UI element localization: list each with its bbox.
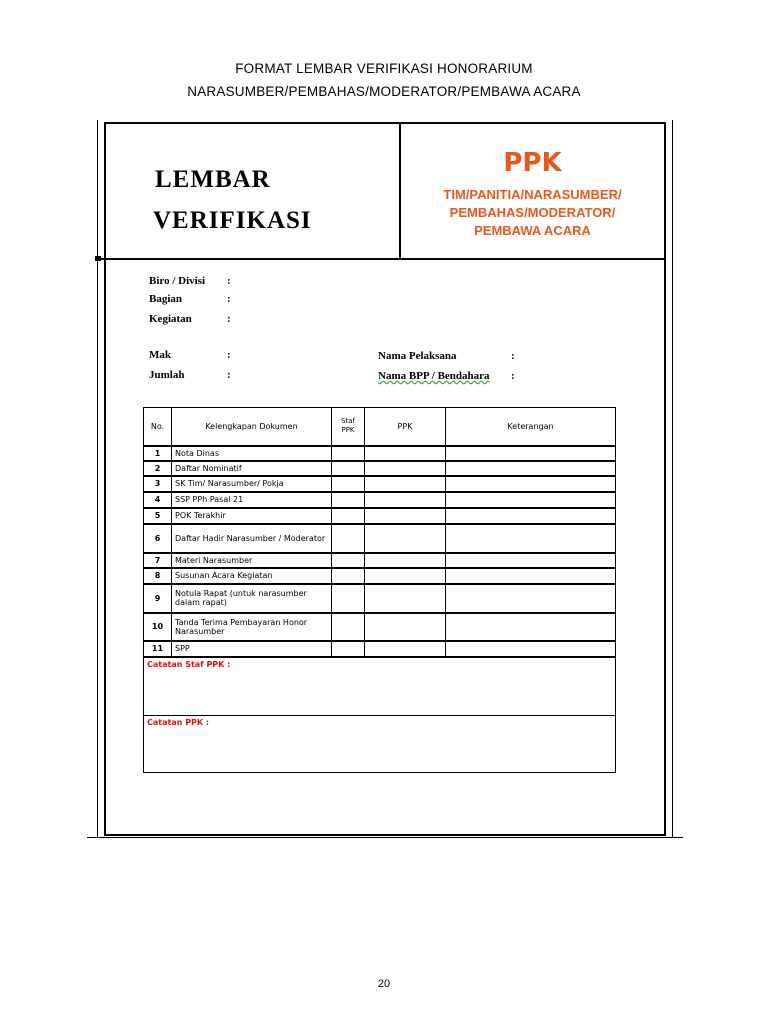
cell-ppk[interactable] xyxy=(365,584,446,613)
cell-staf[interactable] xyxy=(332,476,365,492)
row-dokumen: Notula Rapat (untuk narasumber dalam rapat) xyxy=(172,584,332,613)
nama-bpp-colon: : xyxy=(511,370,515,382)
jumlah-colon: : xyxy=(227,369,231,381)
cell-ppk[interactable] xyxy=(365,524,446,553)
row-dokumen: Susunan Acara Kegiatan xyxy=(172,568,332,584)
ppk-title: PPK xyxy=(503,148,562,178)
table-header-row xyxy=(144,408,616,446)
row-no: 6 xyxy=(144,524,172,553)
col-header-ppk: PPK xyxy=(365,408,446,446)
cell-ppk[interactable] xyxy=(365,508,446,524)
cell-keterangan[interactable] xyxy=(446,613,616,641)
biro-colon: : xyxy=(227,275,231,287)
catatan-staf-row xyxy=(144,657,616,716)
cell-ppk[interactable] xyxy=(365,641,446,657)
ppk-subtitle-3: PEMBAWA ACARA xyxy=(474,223,591,238)
catatan-ppk-row xyxy=(144,716,616,773)
table-row xyxy=(144,461,616,476)
row-dokumen: Materi Narasumber xyxy=(172,553,332,568)
cell-staf[interactable] xyxy=(332,492,365,508)
cell-keterangan[interactable] xyxy=(446,508,616,524)
kegiatan-colon: : xyxy=(227,313,231,325)
row-no: 2 xyxy=(144,461,172,476)
table-row xyxy=(144,446,616,461)
biro-label: Biro / Divisi xyxy=(149,275,206,287)
cell-ppk[interactable] xyxy=(365,476,446,492)
cell-ppk[interactable] xyxy=(365,492,446,508)
cell-keterangan[interactable] xyxy=(446,461,616,476)
cell-keterangan[interactable] xyxy=(446,553,616,568)
nama-bpp-text: Nama BPP / Bendahara xyxy=(378,370,490,382)
row-dokumen: SK Tim/ Narasumber/ Pokja xyxy=(172,476,332,492)
table-row xyxy=(144,613,616,641)
table-row xyxy=(144,553,616,568)
table-row xyxy=(144,524,616,553)
document-title-line-1: FORMAT LEMBAR VERIFIKASI HONORARIUM xyxy=(235,61,533,76)
lembar-title: LEMBAR xyxy=(155,166,271,193)
table-row xyxy=(144,568,616,584)
cell-keterangan[interactable] xyxy=(446,584,616,613)
mak-label: Mak xyxy=(149,349,171,361)
cell-ppk[interactable] xyxy=(365,568,446,584)
row-no: 10 xyxy=(144,613,172,641)
nama-bpp-label xyxy=(378,370,490,382)
table-row xyxy=(144,476,616,492)
cell-ppk[interactable] xyxy=(365,613,446,641)
nama-pelaksana-colon: : xyxy=(511,350,515,362)
header-bottom-line xyxy=(100,258,664,260)
verifikasi-title: VERIFIKASI xyxy=(153,207,312,234)
bagian-label: Bagian xyxy=(149,293,183,305)
row-no: 5 xyxy=(144,508,172,524)
catatan-ppk[interactable]: Catatan PPK : xyxy=(144,716,616,773)
cell-keterangan[interactable] xyxy=(446,524,616,553)
cell-staf[interactable] xyxy=(332,508,365,524)
col-header-keterangan: Keterangan xyxy=(446,408,616,446)
row-no: 3 xyxy=(144,476,172,492)
row-dokumen: SSP PPh Pasal 21 xyxy=(172,492,332,508)
row-dokumen: Tanda Terima Pembayaran Honor Narasumber xyxy=(172,613,332,641)
mak-colon: : xyxy=(227,349,231,361)
frame-tick xyxy=(95,256,101,261)
cell-staf[interactable] xyxy=(332,613,365,641)
kegiatan-label: Kegiatan xyxy=(149,313,192,325)
ppk-subtitle-1: TIM/PANITIA/NARASUMBER/ xyxy=(443,187,622,202)
row-no: 8 xyxy=(144,568,172,584)
cell-staf[interactable] xyxy=(332,584,365,613)
document-title-line-2: NARASUMBER/PEMBAHAS/MODERATOR/PEMBAWA ACARA xyxy=(187,84,581,99)
row-dokumen: POK Terakhir xyxy=(172,508,332,524)
table-row xyxy=(144,508,616,524)
nama-pelaksana-label: Nama Pelaksana xyxy=(378,350,457,362)
cell-keterangan[interactable] xyxy=(446,492,616,508)
col-header-no: No. xyxy=(144,408,172,446)
cell-staf[interactable] xyxy=(332,641,365,657)
row-no: 1 xyxy=(144,446,172,461)
cell-ppk[interactable] xyxy=(365,461,446,476)
ppk-subtitle-2: PEMBAHAS/MODERATOR/ xyxy=(449,205,616,220)
col-header-dokumen: Kelengkapan Dokumen xyxy=(172,408,332,446)
table-row xyxy=(144,492,616,508)
row-no: 9 xyxy=(144,584,172,613)
row-dokumen: Nota Dinas xyxy=(172,446,332,461)
col-header-staf: Staf PPK xyxy=(332,408,365,446)
cell-keterangan[interactable] xyxy=(446,641,616,657)
jumlah-label: Jumlah xyxy=(149,369,185,381)
cell-staf[interactable] xyxy=(332,461,365,476)
cell-staf[interactable] xyxy=(332,553,365,568)
row-no: 11 xyxy=(144,641,172,657)
row-dokumen: Daftar Nominatif xyxy=(172,461,332,476)
row-dokumen: SPP xyxy=(172,641,332,657)
checklist-table xyxy=(143,407,616,773)
catatan-staf-ppk[interactable]: Catatan Staf PPK : xyxy=(144,657,616,716)
cell-staf[interactable] xyxy=(332,446,365,461)
cell-keterangan[interactable] xyxy=(446,446,616,461)
cell-staf[interactable] xyxy=(332,568,365,584)
row-no: 4 xyxy=(144,492,172,508)
cell-ppk[interactable] xyxy=(365,446,446,461)
cell-ppk[interactable] xyxy=(365,553,446,568)
bagian-colon: : xyxy=(227,293,231,305)
row-no: 7 xyxy=(144,553,172,568)
page-number: 20 xyxy=(377,978,391,990)
row-dokumen: Daftar Hadir Narasumber / Moderator xyxy=(172,524,332,553)
table-row xyxy=(144,641,616,657)
cell-keterangan[interactable] xyxy=(446,476,616,492)
cell-staf[interactable] xyxy=(332,524,365,553)
table-row xyxy=(144,584,616,613)
cell-keterangan[interactable] xyxy=(446,568,616,584)
